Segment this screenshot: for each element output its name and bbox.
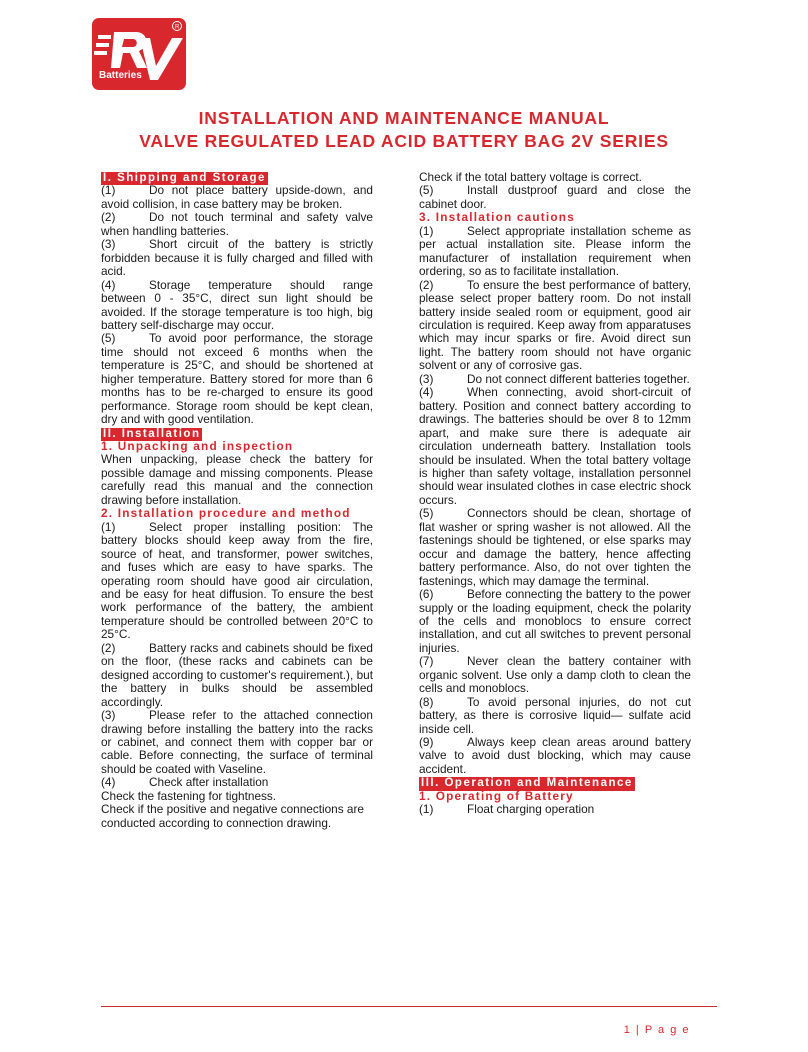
paragraph (419, 171, 691, 184)
paragraph (419, 507, 691, 588)
paragraph-text: Check after installation (149, 775, 269, 790)
paragraph-text: To avoid personal injuries, do not cut battery, as there is corrosive liquid— sulfate acid inside cell. (419, 694, 691, 736)
left-column (101, 171, 373, 830)
paragraph-text: Connectors should be clean, shortage of flat washer or spring washer is not allowed. All the fastenings should be tightened, or else sparks may occur and damage the battery, hence affecting battery performance. Also, do not over tighten the fastenings, which may damage the terminal. (419, 506, 691, 588)
logo-wordmark: Batteries (99, 70, 142, 81)
paragraph-text: Check if the total battery voltage is correct. (419, 170, 642, 184)
paragraph (419, 655, 691, 695)
item-number: (7) (419, 654, 434, 669)
paragraph (419, 225, 691, 279)
paragraph-text: Check if the positive and negative connections are conducted according to connection drawing. (101, 802, 364, 830)
paragraph-text: Float charging operation (467, 802, 595, 817)
paragraph (419, 803, 691, 816)
paragraph-text: Always keep clean areas around battery valve to avoid dust blocking, which may cause accident. (419, 735, 691, 776)
paragraph (101, 521, 373, 642)
item-number: (6) (419, 587, 434, 602)
subsection-heading: 1. Unpacking and inspection (101, 439, 294, 454)
paragraph-text: Select appropriate installation scheme as per actual installation site. Please inform the manufacturer of installation requirement when ordering, so as to facilitate installation. (419, 223, 691, 279)
paragraph (101, 776, 373, 789)
paragraph-text: When unpacking, please check the battery for possible damage and missing components. Please carefully read this manual and the connection drawing before installation. (101, 452, 373, 507)
item-number: (1) (419, 223, 434, 238)
paragraph (101, 453, 373, 507)
paragraph (101, 642, 373, 709)
paragraph (419, 696, 691, 736)
right-column (419, 171, 691, 817)
svg-text:R: R (175, 24, 180, 31)
subsection-heading: 1. Operating of Battery (419, 788, 574, 803)
subsection-heading: 2. Installation procedure and method (101, 506, 351, 521)
paragraph-text: To ensure the best performance of battery, please select proper battery room. Do not install battery inside sealed room or equipment, good air circulation is required. Keep away from apparatuses which may incur sparks or fire. Avoid direct sun light. The battery room should not have organic solvent or any of corrosive gas. (419, 277, 691, 373)
paragraph (101, 803, 373, 830)
paragraph-text: Before connecting the battery to the power supply or the loading equipment, check the polarity of the cells and monoblocs to ensure correct installation, and cut all switches to prevent personal injuries. (419, 587, 691, 655)
section-heading (419, 776, 691, 789)
paragraph-text: Install dustproof guard and close the cabinet door. (419, 183, 691, 211)
item-number: (5) (101, 331, 116, 346)
item-number: (1) (419, 802, 434, 817)
section-heading (101, 427, 373, 440)
paragraph (101, 211, 373, 238)
paragraph (419, 373, 691, 386)
item-number: (2) (419, 277, 434, 292)
section-heading-label: III. Operation and Maintenance (421, 777, 633, 790)
section-heading-label: II. Installation (103, 427, 201, 440)
item-number: (2) (101, 640, 116, 655)
paragraph (101, 790, 373, 803)
item-number: (4) (419, 385, 434, 400)
item-number: (4) (101, 775, 116, 790)
item-number: (3) (101, 708, 116, 723)
item-number: (8) (419, 694, 434, 709)
paragraph-text: To avoid poor performance, the storage time should not exceed 6 months when the temperature is 25°C, and should be shortened at higher temperature. Battery stored for more than 6 months has to be re-charged to ensure its good performance. Storage room should be kept clean, dry and with good ventilation. (101, 331, 373, 427)
paragraph-text: Do not touch terminal and safety valve when handling batteries. (101, 210, 373, 238)
item-number: (4) (101, 277, 116, 292)
paragraph (101, 184, 373, 211)
item-number: (2) (101, 210, 116, 225)
paragraph-text: Short circuit of the battery is strictly forbidden because it is fully charged and filled with acid. (101, 237, 373, 279)
paragraph (419, 386, 691, 507)
item-number: (9) (419, 735, 434, 750)
paragraph (419, 588, 691, 655)
rv-batteries-logo (92, 18, 186, 90)
paragraph (101, 332, 373, 426)
paragraph (101, 279, 373, 333)
paragraph-text: Check the fastening for tightness. (101, 788, 277, 803)
paragraph (101, 238, 373, 278)
section-heading (101, 171, 373, 184)
paragraph-text: Do not connect different batteries together. (467, 371, 690, 386)
paragraph-text: Select proper installing position: The battery blocks should keep away from the fire, source of heat, and transformer, power switches, and fuses which are easy to have sparks. The operating room should have good air circulation, and be easy for heat diffusion. To ensure the best work performance of the battery, the ambient temperature should be controlled between 20°C to 25°C. (101, 519, 373, 642)
document-title-line2: VALVE REGULATED LEAD ACID BATTERY BAG 2V SERIES (139, 131, 669, 151)
paragraph-text: Do not place battery upside-down, and avoid collision, in case battery may be broken. (101, 183, 373, 211)
item-number: (5) (419, 183, 434, 198)
footer-rule (101, 1006, 717, 1007)
paragraph-text: Please refer to the attached connection drawing before installing the battery into the racks or cabinet, and connect them with copper bar or cable. Before connecting, the surface of terminal should be coated with Vaseline. (101, 708, 373, 776)
paragraph-text: Battery racks and cabinets should be fixed on the floor, (these racks and cabinets can be designed according to customer's requirement.), but the battery in bulks should be assembled accordingly. (101, 640, 373, 709)
item-number: (3) (419, 371, 434, 386)
paragraph (419, 184, 691, 211)
paragraph-text: When connecting, avoid short-circuit of battery. Position and connect battery according to drawings. The batteries should be over 8 to 12mm apart, and make sure there is adequate air circulation underneath battery. Installation tools should be insulated. When the total battery voltage is higher than safety voltage, installation personnel should wear insulated clothes in case electric shock occurs. (419, 385, 691, 507)
section-heading-label: I. Shipping and Storage (103, 172, 266, 184)
item-number: (1) (101, 519, 116, 534)
item-number: (5) (419, 506, 434, 521)
subsection-heading: 3. Installation cautions (419, 210, 575, 225)
paragraph-text: Storage temperature should range between 0 - 35°C, direct sun light should be avoided. If the storage temperature is too high, big battery self-discharge may occur. (101, 277, 373, 332)
item-number: (3) (101, 237, 116, 252)
paragraph (419, 736, 691, 776)
page-number: 1 | P a g e (623, 1024, 690, 1036)
paragraph-text: Never clean the battery container with organic solvent. Use only a damp cloth to clean the cells and monoblocs. (419, 654, 691, 696)
document-title-line1: INSTALLATION AND MAINTENANCE MANUAL (198, 108, 610, 128)
item-number: (1) (101, 183, 116, 198)
paragraph (419, 279, 691, 373)
paragraph (101, 709, 373, 776)
